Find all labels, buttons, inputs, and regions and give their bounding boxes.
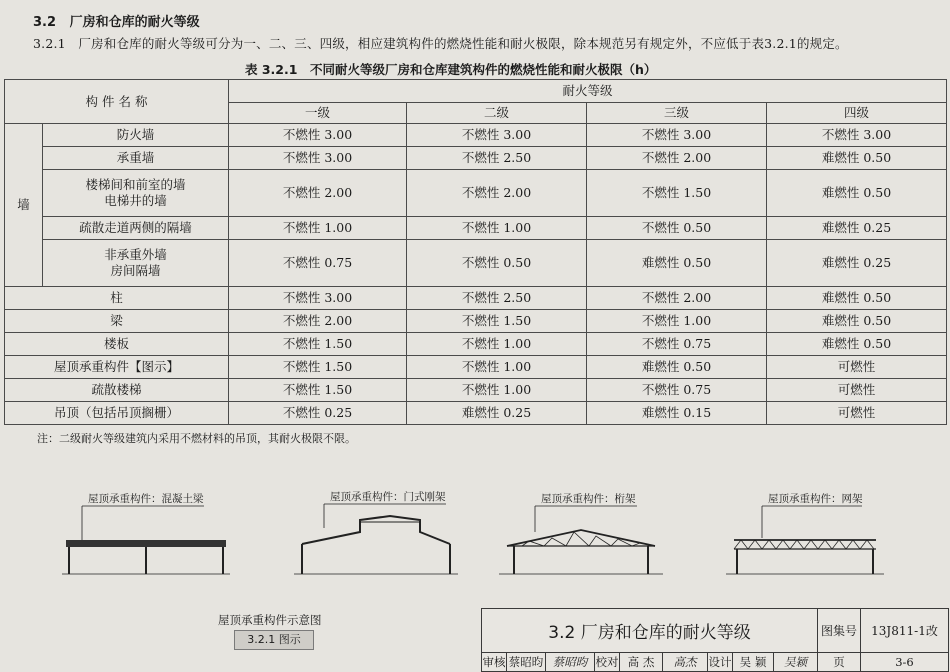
table-cell: 不燃性 2.50 <box>407 287 587 310</box>
table-cell: 可燃性 <box>767 402 947 425</box>
table-cell: 不燃性 3.00 <box>229 124 407 147</box>
table-row <box>5 356 947 379</box>
table-caption: 表 3.2.1 不同耐火等级厂房和仓库建筑构件的燃烧性能和耐火极限（h） <box>245 62 657 77</box>
figure-number: 3.2.1 图示 <box>234 630 314 650</box>
table-row <box>5 287 947 310</box>
table-row <box>5 170 947 217</box>
grade-1: 一级 <box>229 103 407 124</box>
table-cell: 不燃性 0.75 <box>229 240 407 287</box>
table-cell: 不燃性 2.00 <box>407 170 587 217</box>
design-signature: 吴颖 <box>774 653 818 671</box>
grade-3: 三级 <box>587 103 767 124</box>
component-name: 疏散楼梯 <box>5 379 229 402</box>
table-cell: 难燃性 0.25 <box>767 240 947 287</box>
table-cell: 不燃性 0.50 <box>587 217 767 240</box>
component-name: 楼板 <box>5 333 229 356</box>
table-cell: 不燃性 2.00 <box>587 287 767 310</box>
table-cell: 不燃性 1.50 <box>229 333 407 356</box>
table-cell: 不燃性 1.50 <box>229 356 407 379</box>
grade-4: 四级 <box>767 103 947 124</box>
diagram-label: 屋顶承重构件：桁架 <box>541 493 636 505</box>
component-name: 疏散走道两侧的隔墙 <box>43 217 229 240</box>
table-cell: 难燃性 0.50 <box>587 240 767 287</box>
table-cell: 不燃性 1.00 <box>229 217 407 240</box>
grade-2: 二级 <box>407 103 587 124</box>
table-cell: 难燃性 0.25 <box>407 402 587 425</box>
atlas-label: 图集号 <box>818 609 861 653</box>
diagram-space-frame <box>726 492 884 574</box>
table-cell: 可燃性 <box>767 356 947 379</box>
table-cell: 不燃性 1.00 <box>587 310 767 333</box>
table-cell: 可燃性 <box>767 379 947 402</box>
clause-number: 3.2.1 <box>33 36 66 51</box>
page-number: 3-6 <box>895 655 914 669</box>
table-cell: 难燃性 0.50 <box>767 310 947 333</box>
clause-text <box>33 34 848 52</box>
diagram-truss <box>499 492 663 574</box>
section-title <box>33 11 200 30</box>
roof-structure-diagrams <box>4 458 946 608</box>
table-cell: 不燃性 2.00 <box>587 147 767 170</box>
table-cell: 不燃性 2.00 <box>229 170 407 217</box>
component-name-line2: 电梯井的墙 <box>104 193 167 208</box>
page-label: 页 <box>818 653 861 671</box>
table-row <box>5 310 947 333</box>
component-name: 屋顶承重构件【图示】 <box>5 356 229 379</box>
table-cell: 难燃性 0.50 <box>767 333 947 356</box>
table-row <box>5 333 947 356</box>
table-cell: 不燃性 0.25 <box>229 402 407 425</box>
figure-caption: 屋顶承重构件示意图 <box>218 613 322 627</box>
section-number: 3.2 <box>33 15 57 30</box>
atlas-number: 13J811-1改 <box>861 609 948 653</box>
check-name: 高 杰 <box>620 653 663 671</box>
table-cell: 不燃性 3.00 <box>407 124 587 147</box>
table-cell: 不燃性 3.00 <box>229 147 407 170</box>
component-name <box>43 170 229 217</box>
component-name: 承重墙 <box>43 147 229 170</box>
component-name-line1: 楼梯间和前室的墙 <box>85 177 186 193</box>
title-block <box>481 608 949 672</box>
table-cell: 不燃性 3.00 <box>767 124 947 147</box>
table-row <box>5 124 947 147</box>
design-label: 设计 <box>708 655 732 669</box>
table-cell: 不燃性 1.00 <box>407 356 587 379</box>
review-label: 审核 <box>482 655 506 669</box>
component-name <box>43 240 229 287</box>
table-cell: 不燃性 1.50 <box>407 310 587 333</box>
component-name: 防火墙 <box>43 124 229 147</box>
component-name-line2: 房间隔墙 <box>110 263 161 278</box>
diagram-concrete-beam <box>62 492 230 574</box>
table-cell: 不燃性 1.50 <box>587 170 767 217</box>
titleblock-title: 3.2 厂房和仓库的耐火等级 <box>482 609 818 653</box>
review-name: 蔡昭昀 <box>507 653 546 671</box>
component-name: 柱 <box>5 287 229 310</box>
diagram-portal-frame <box>294 490 458 574</box>
section-heading: 厂房和仓库的耐火等级 <box>69 15 200 30</box>
component-name: 梁 <box>5 310 229 333</box>
table-cell: 难燃性 0.50 <box>767 170 947 217</box>
diagram-label: 屋顶承重构件：混凝土梁 <box>88 493 204 505</box>
design-name: 吴 颖 <box>733 653 774 671</box>
check-label: 校对 <box>595 655 619 669</box>
table-row <box>5 402 947 425</box>
table-cell: 不燃性 1.00 <box>407 333 587 356</box>
table-cell: 不燃性 1.50 <box>229 379 407 402</box>
component-name: 吊顶（包括吊顶搁栅） <box>5 402 229 425</box>
table-note: 注：二级耐火等级建筑内采用不燃材料的吊顶，其耐火极限不限。 <box>37 432 356 445</box>
wall-group-cell: 墙 <box>5 124 43 287</box>
check-signature: 高杰 <box>663 653 708 671</box>
table-cell: 不燃性 0.50 <box>407 240 587 287</box>
review-signature: 蔡昭昀 <box>546 653 595 671</box>
table-cell: 难燃性 0.15 <box>587 402 767 425</box>
table-cell: 难燃性 0.25 <box>767 217 947 240</box>
signature-row <box>482 653 948 671</box>
table-cell: 难燃性 0.50 <box>767 287 947 310</box>
table-cell: 不燃性 1.00 <box>407 217 587 240</box>
diagram-label: 屋顶承重构件：网架 <box>768 493 863 505</box>
table-cell: 不燃性 3.00 <box>587 124 767 147</box>
fire-resistance-table <box>4 79 947 425</box>
table-cell: 难燃性 0.50 <box>587 356 767 379</box>
table-row <box>5 217 947 240</box>
clause-body: 厂房和仓库的耐火等级可分为一、二、三、四级，相应建筑构件的燃烧性能和耐火极限，除本规范另有规定外，不应低于表3.2.1的规定。 <box>78 36 848 51</box>
table-row <box>5 240 947 287</box>
table-cell: 不燃性 0.75 <box>587 333 767 356</box>
component-header: 构 件 名 称 <box>5 80 229 124</box>
table-row <box>5 379 947 402</box>
grade-header: 耐火等级 <box>229 80 947 103</box>
table-row <box>5 147 947 170</box>
table-cell: 不燃性 0.75 <box>587 379 767 402</box>
table-cell: 难燃性 0.50 <box>767 147 947 170</box>
table-cell: 不燃性 3.00 <box>229 287 407 310</box>
table-cell: 不燃性 2.50 <box>407 147 587 170</box>
diagram-label: 屋顶承重构件：门式刚架 <box>330 491 446 503</box>
component-name-line1: 非承重外墙 <box>104 247 167 263</box>
table-cell: 不燃性 2.00 <box>229 310 407 333</box>
table-cell: 不燃性 1.00 <box>407 379 587 402</box>
